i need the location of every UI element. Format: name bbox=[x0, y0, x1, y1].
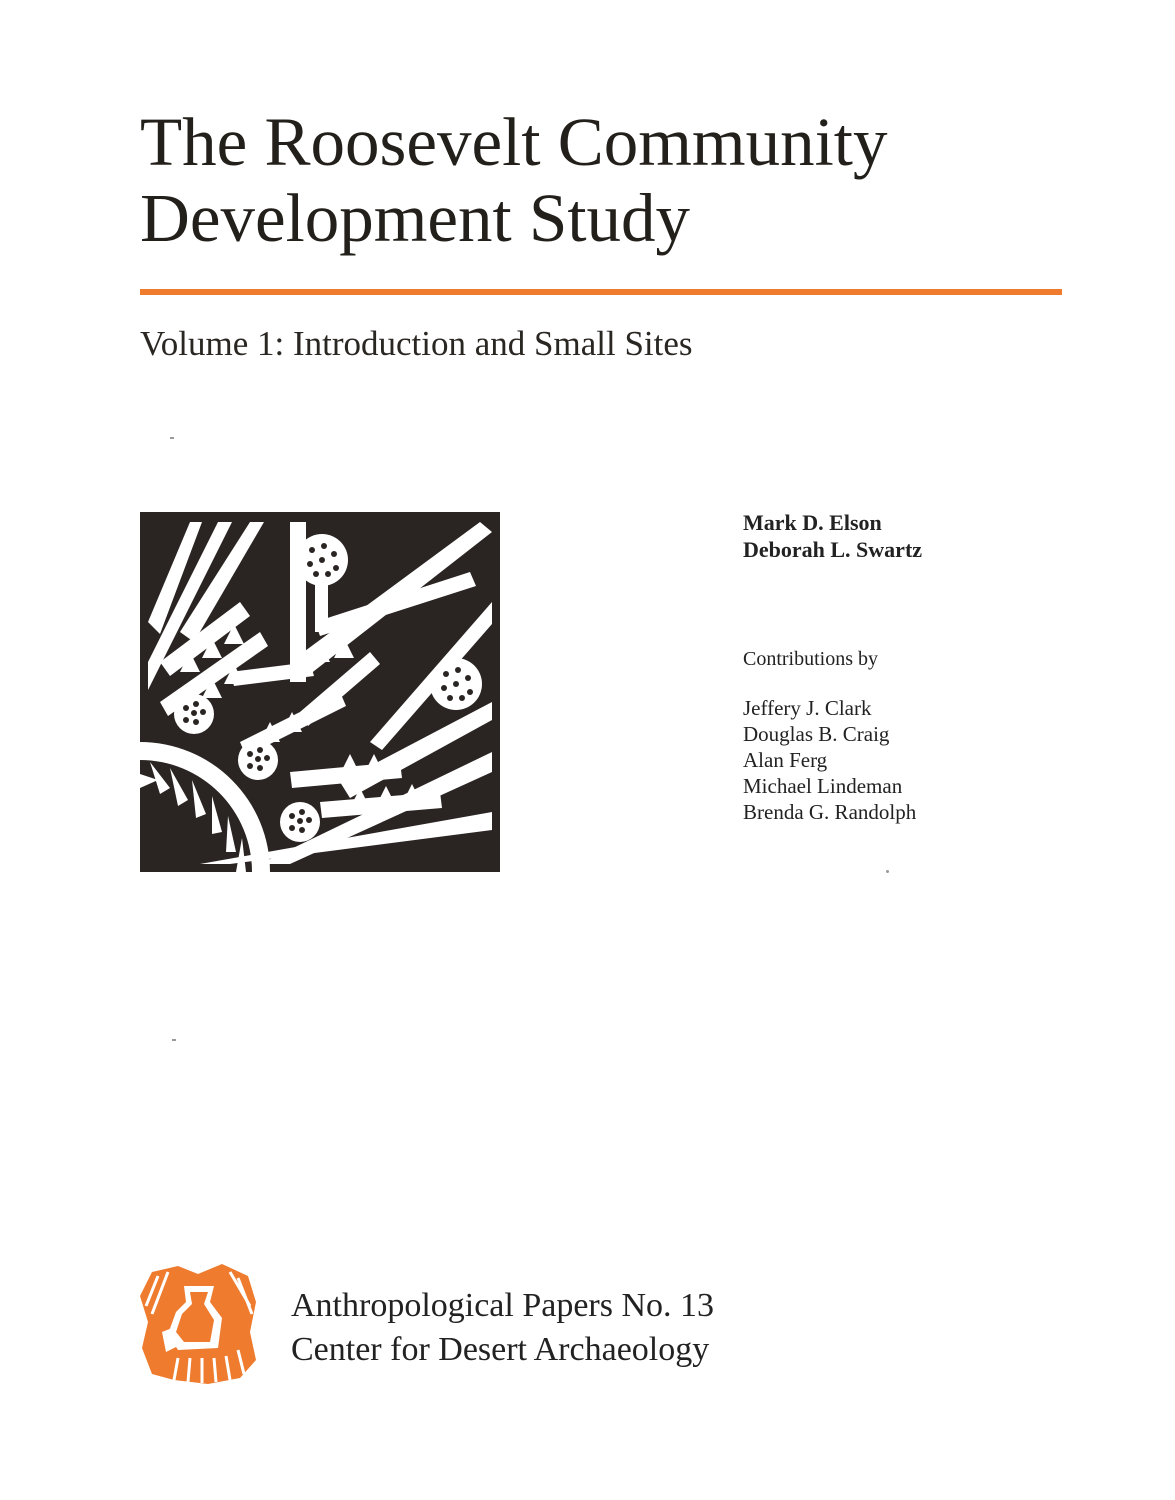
title-line-2: Development Study bbox=[140, 180, 691, 256]
series-name: Anthropological Papers No. 13 bbox=[291, 1287, 715, 1324]
cover-art-icon bbox=[140, 512, 500, 872]
authors-block bbox=[743, 509, 922, 563]
contributors-list bbox=[743, 695, 916, 825]
contributor-name: Michael Lindeman bbox=[743, 774, 903, 798]
scan-speck bbox=[886, 870, 889, 873]
contributor-name: Jeffery J. Clark bbox=[743, 696, 872, 720]
contributor-name: Brenda G. Randolph bbox=[743, 800, 917, 824]
accent-rule bbox=[140, 289, 1062, 295]
scan-speck bbox=[170, 437, 174, 439]
publisher-logo-icon bbox=[138, 1262, 258, 1386]
author-name: Deborah L. Swartz bbox=[743, 537, 923, 562]
scan-speck bbox=[172, 1039, 176, 1041]
title-line-1: The Roosevelt Community bbox=[140, 104, 888, 180]
series-block bbox=[291, 1284, 714, 1372]
contributor-name: Douglas B. Craig bbox=[743, 722, 890, 746]
contributions-heading: Contributions by bbox=[743, 648, 879, 670]
volume-subtitle: Volume 1: Introduction and Small Sites bbox=[140, 324, 693, 363]
publisher-name: Center for Desert Archaeology bbox=[291, 1331, 710, 1368]
author-name: Mark D. Elson bbox=[743, 510, 882, 535]
page-title bbox=[140, 104, 1080, 256]
contributor-name: Alan Ferg bbox=[743, 748, 828, 772]
